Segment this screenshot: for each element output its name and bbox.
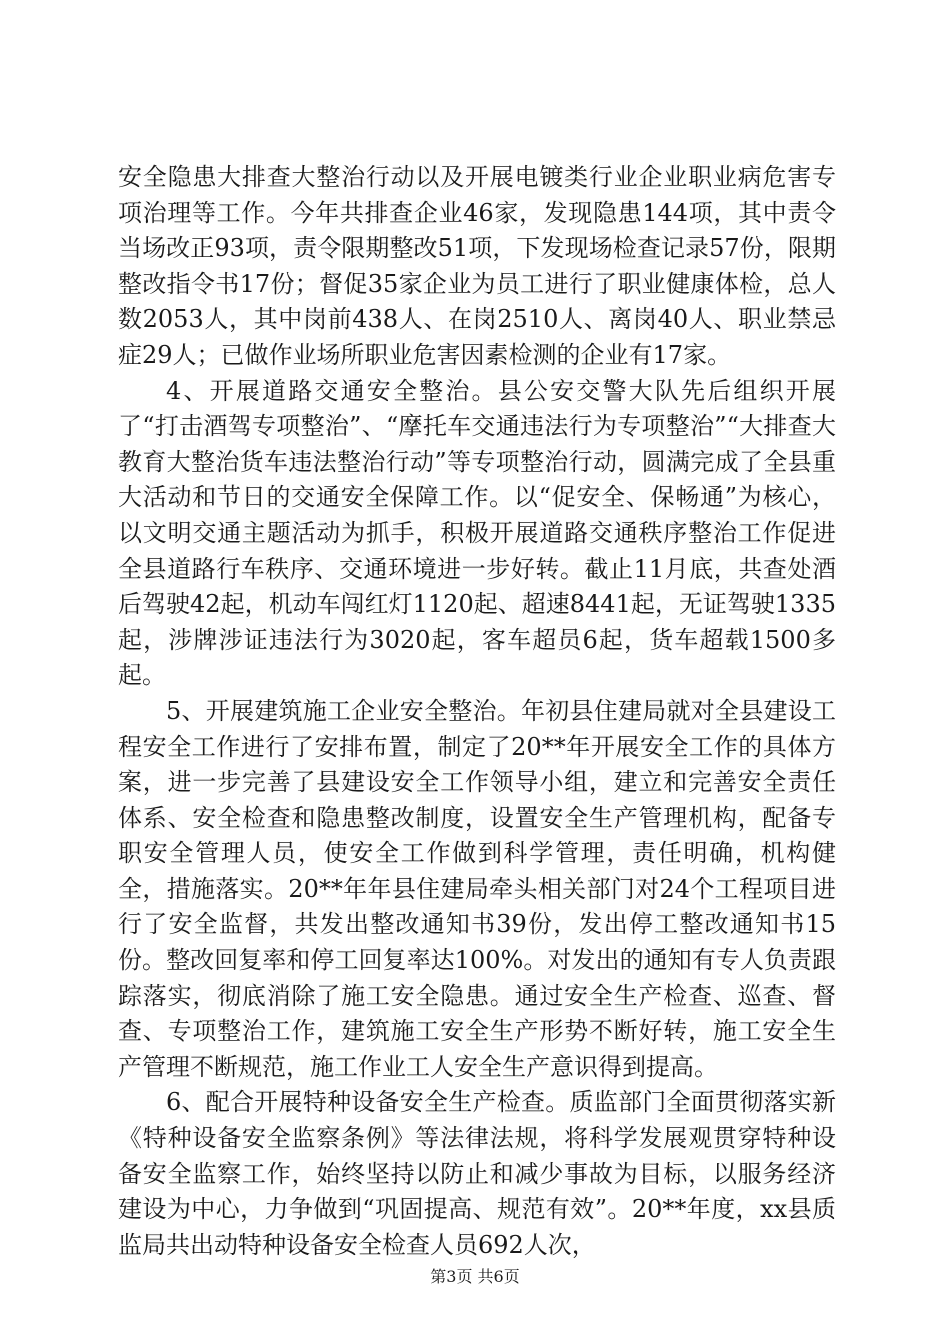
paragraph-continuation: 安全隐患大排查大整治行动以及开展电镀类行业企业职业病危害专项治理等工作。今年共排查企业46家，发现隐患144项，其中责令当场改正93项，责令限期整改51项，下发现场检查记录57份，限期整改指令书17份；督促35家企业为员工进行了职业健康体检，总人数2053人，其中岗前438人、在岗2510人、离岗40人、职业禁忌症29人；已做作业场所职业危害因素检测的企业有17家。 <box>118 163 836 369</box>
paragraph-special-equipment: 6、配合开展特种设备安全生产检查。质监部门全面贯彻落实新《特种设备安全监察条例》等法律法规，将科学发展观贯穿特种设备安全监察工作，始终坚持以防止和减少事故为目标，以服务经济建设为中心，力争做到“巩固提高、规范有效”。20**年度，xx县质监局共出动特种设备安全检查人员692人次， <box>118 1088 836 1259</box>
paragraph-road-traffic: 4、开展道路交通安全整治。县公安交警大队先后组织开展了“打击酒驾专项整治”、“摩托车交通违法行为专项整治”“大排查大教育大整治货车违法整治行动”等专项整治行动，圆满完成了全县重大活动和节日的交通安全保障工作。以“促安全、保畅通”为核心，以文明交通主题活动为抓手，积极开展道路交通秩序整治工作促进全县道路行车秩序、交通环境进一步好转。截止11月底，共查处酒后驾驶42起，机动车闯红灯1120起、超速8441起，无证驾驶1335起，涉牌涉证违法行为3020起，客车超员6起，货车超载1500多起。 <box>118 376 836 690</box>
page-number-footer: 第3页 共6页 <box>430 1267 520 1286</box>
document-body <box>118 160 836 1263</box>
paragraph-construction: 5、开展建筑施工企业安全整治。年初县住建局就对全县建设工程安全工作进行了安排布置，制定了20**年开展安全工作的具体方案，进一步完善了县建设安全工作领导小组，建立和完善安全责任体系、安全检查和隐患整改制度，设置安全生产管理机构，配备专职安全管理人员，使安全工作做到科学管理，责任明确，机构健全，措施落实。20**年年县住建局牵头相关部门对24个工程项目进行了安全监督，共发出整改通知书39份，发出停工整改通知书15份。整改回复率和停工回复率达100%。对发出的通知有专人负责跟踪落实，彻底消除了施工安全隐患。通过安全生产检查、巡查、督查、专项整治工作，建筑施工安全生产形势不断好转，施工安全生产管理不断规范，施工作业工人安全生产意识得到提高。 <box>118 696 836 1081</box>
